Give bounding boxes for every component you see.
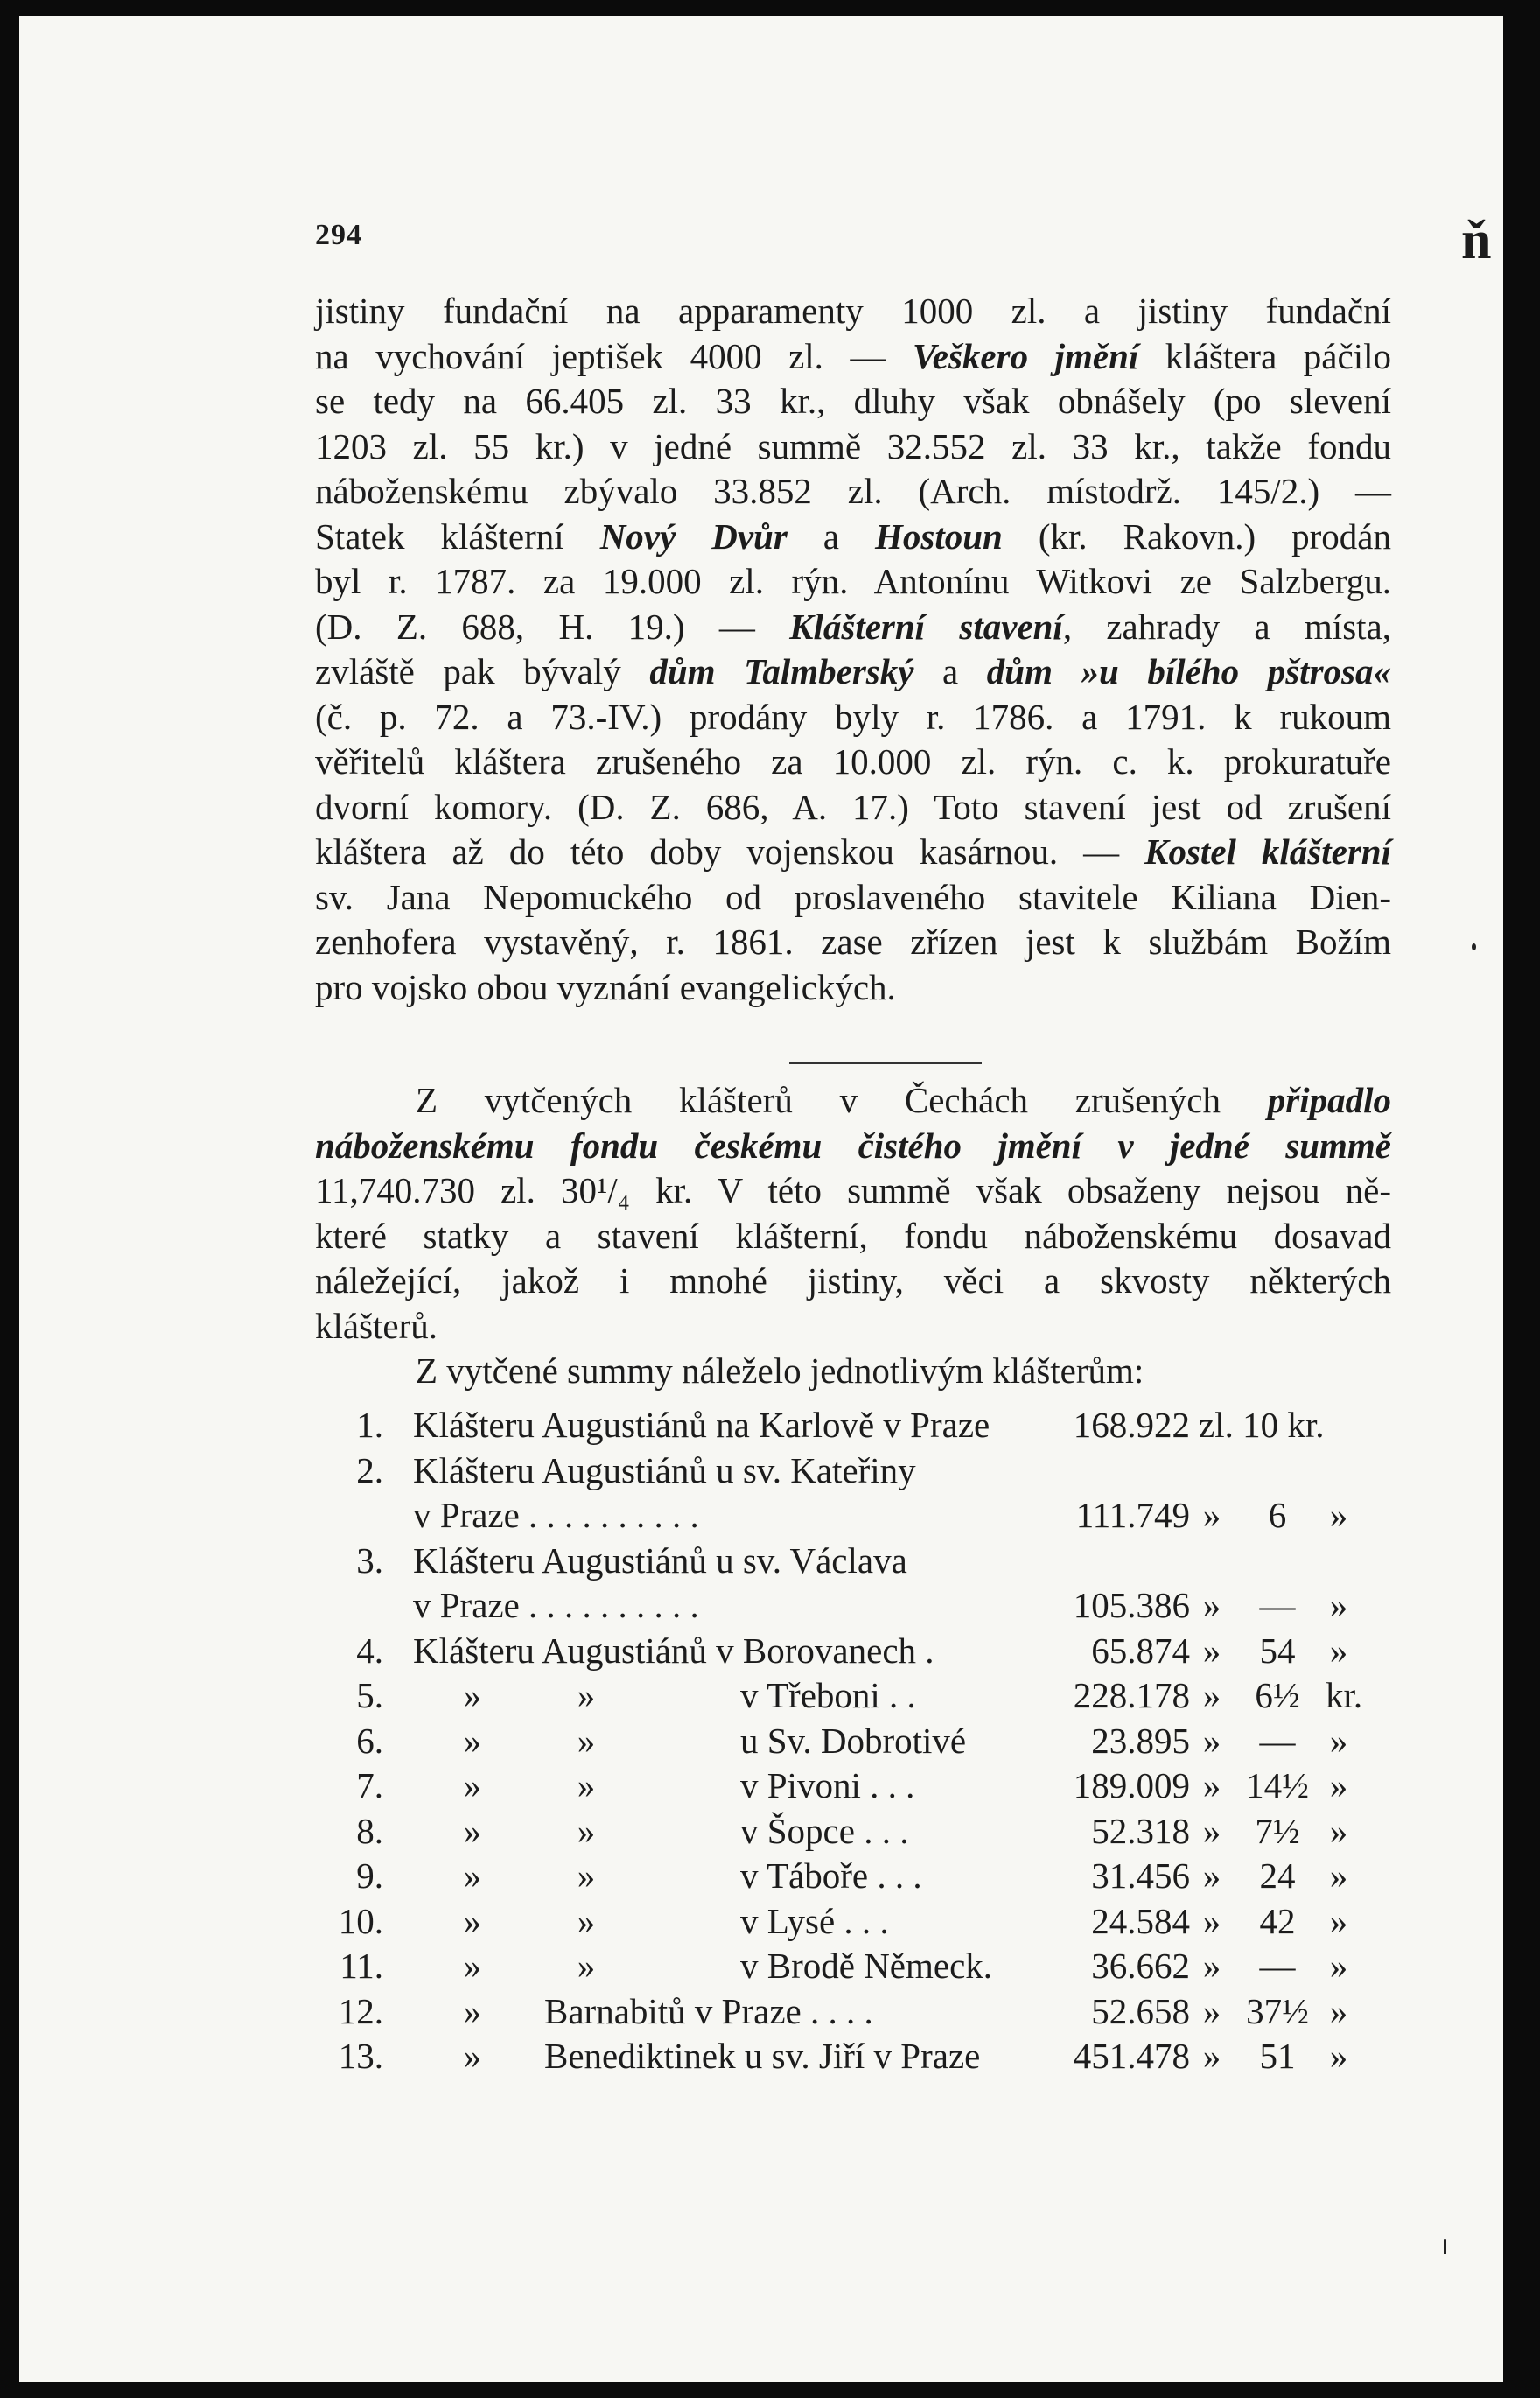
amount-zl: 451.478: [1073, 2036, 1190, 2076]
ditto-mark: »: [577, 1765, 596, 1806]
row-number: 8.: [356, 1810, 383, 1851]
text-line: náležející, jakož i mnohé jistiny, věci a skvosty některých: [315, 1260, 1391, 1301]
monastery-place: v Třeboni . .: [740, 1675, 916, 1715]
table-row: [315, 1539, 1409, 1585]
text-line: náboženskému zbývalo 33.852 zl. (Arch. místodrž. 145/2.) —: [315, 471, 1391, 511]
table-row: [315, 1764, 1409, 1810]
table-row: [315, 1494, 1409, 1539]
ditto-mark: »: [463, 1990, 482, 2031]
amount-zl: 24.584: [1091, 1900, 1190, 1941]
row-number: 9.: [356, 1855, 383, 1896]
amount-zl: 111.749: [1075, 1495, 1190, 1535]
ditto-mark: »: [1329, 1990, 1348, 2031]
ditto-mark: »: [1329, 1855, 1348, 1896]
amount-zl: 105.386: [1073, 1585, 1190, 1625]
ditto-mark: »: [1329, 1495, 1348, 1535]
monastery-name: Barnabitů v Praze . . . .: [544, 1990, 873, 2031]
table-row: [315, 1855, 1409, 1900]
text-line: dvorní komory. (D. Z. 686, A. 17.) Toto stavení jest od zrušení: [315, 786, 1391, 827]
text-line: kláštera až do této doby vojenskou kasárnou. — Kostel klášterní: [315, 831, 1391, 872]
table-row: [315, 2035, 1409, 2080]
ditto-mark: »: [1202, 2036, 1222, 2076]
text-line: věřitelů kláštera zrušeného za 10.000 zl. rýn. c. k. prokuratuře: [315, 741, 1391, 782]
ditto-mark: »: [577, 1675, 596, 1715]
page-number: 294: [315, 219, 362, 251]
text-line: 1203 zl. 55 kr.) v jedné summě 32.552 zl. 33 kr., takže fondu: [315, 425, 1391, 466]
amount-zl: 31.456: [1091, 1855, 1190, 1896]
text-line: pro vojsko obou vyznání evangelických.: [315, 966, 896, 1007]
amount-kr: zl. 10 kr.: [1199, 1405, 1325, 1445]
ditto-mark: »: [577, 1900, 596, 1941]
amount-kr: 7½: [1255, 1810, 1300, 1851]
text-line: se tedy na 66.405 zl. 33 kr., dluhy však obnášely (po slevení: [315, 381, 1391, 421]
text-line: jistiny fundační na apparamenty 1000 zl. a jistiny fundační: [315, 291, 1391, 331]
paragraph-2: [315, 1078, 1391, 1394]
ditto-mark: »: [577, 1946, 596, 1986]
ditto-mark: »: [1202, 1990, 1222, 2031]
text-line: klášterů.: [315, 1305, 438, 1346]
table-row: [315, 1810, 1409, 1855]
amount-kr: 6½: [1255, 1675, 1300, 1715]
text-line: (D. Z. 688, H. 19.) — Klášterní stavení, zahrady a místa,: [315, 606, 1391, 647]
ditto-mark: »: [463, 1765, 482, 1806]
ditto-mark: »: [463, 1720, 482, 1761]
text-line: 11,740.730 zl. 30¹/₄ kr. V této summě však obsaženy nejsou ně-: [315, 1170, 1391, 1210]
ditto-mark: »: [463, 2036, 482, 2076]
ditto-mark: »: [1329, 1810, 1348, 1851]
page-speck: [1472, 943, 1476, 950]
table-row: [315, 1720, 1409, 1765]
monastery-place: v Lysé . . .: [740, 1900, 889, 1941]
text-line: Z vytčených klášterů v Čechách zrušených připadlo: [416, 1080, 1391, 1120]
ditto-mark: »: [1202, 1900, 1222, 1941]
row-number: 10.: [338, 1900, 383, 1941]
ditto-mark: »: [463, 1675, 482, 1715]
text-line: na vychování jeptišek 4000 zl. — Veškero jmění kláštera páčilo: [315, 335, 1391, 376]
ditto-mark: »: [1202, 1810, 1222, 1851]
row-number: 5.: [356, 1675, 383, 1715]
row-number: 2.: [356, 1449, 383, 1490]
monastery-table: [315, 1404, 1409, 2080]
monastery-name: Klášteru Augustiánů u sv. Kateřiny: [413, 1449, 916, 1490]
paragraph-1: [315, 289, 1391, 1010]
monastery-place: u Sv. Dobrotivé: [740, 1720, 967, 1761]
amount-kr: 54: [1259, 1630, 1296, 1671]
row-number: 4.: [356, 1630, 383, 1671]
table-row: [315, 1674, 1409, 1720]
amount-kr: 42: [1259, 1900, 1296, 1941]
kr-unit: kr.: [1326, 1675, 1363, 1715]
ditto-mark: »: [1329, 1765, 1348, 1806]
page-speck: [1444, 2239, 1446, 2254]
monastery-name: Benediktinek u sv. Jiří v Praze: [544, 2036, 981, 2076]
amount-zl: 189.009: [1073, 1765, 1190, 1806]
ditto-mark: »: [1329, 1946, 1348, 1986]
table-row: [315, 1404, 1409, 1449]
row-number: 12.: [338, 1990, 383, 2031]
monastery-name: v Praze . . . . . . . . . .: [413, 1495, 699, 1535]
amount-zl: 23.895: [1091, 1720, 1190, 1761]
amount-kr: 37½: [1246, 1990, 1309, 2031]
ditto-mark: »: [1329, 1900, 1348, 1941]
monastery-name: v Praze . . . . . . . . . .: [413, 1585, 699, 1625]
table-row: [315, 1630, 1409, 1675]
table-row: [315, 1900, 1409, 1946]
amount-kr: 24: [1259, 1855, 1296, 1896]
ditto-mark: »: [1329, 2036, 1348, 2076]
text-line: které statky a stavení klášterní, fondu náboženskému dosavad: [315, 1215, 1391, 1256]
text-line: Statek klášterní Nový Dvůr a Hostoun (kr. Rakovn.) prodán: [315, 515, 1391, 557]
monastery-name: Klášteru Augustiánů na Karlově v Praze: [413, 1405, 990, 1445]
ditto-mark: »: [1329, 1720, 1348, 1761]
ditto-mark: »: [1202, 1495, 1222, 1535]
ditto-mark: »: [577, 1720, 596, 1761]
book-page: [19, 16, 1503, 2382]
ditto-mark: »: [1202, 1765, 1222, 1806]
ditto-mark: »: [1329, 1585, 1348, 1625]
ditto-mark: »: [1329, 1630, 1348, 1671]
ditto-mark: »: [463, 1810, 482, 1851]
monastery-place: v Táboře . . .: [740, 1855, 922, 1896]
amount-zl: 228.178: [1073, 1675, 1190, 1715]
text-line: náboženskému fondu českému čistého jmění v jedné summě: [315, 1125, 1391, 1166]
amount-kr: 14½: [1246, 1765, 1309, 1806]
amount-zl: 65.874: [1091, 1630, 1190, 1671]
amount-zl: 168.922: [1073, 1405, 1190, 1445]
table-row: [315, 1990, 1409, 2036]
amount-zl: 36.662: [1091, 1946, 1190, 1986]
monastery-name: Klášteru Augustiánů u sv. Václava: [413, 1539, 907, 1581]
row-number: 11.: [340, 1946, 383, 1986]
row-number: 3.: [356, 1539, 383, 1581]
text-line: Z vytčené summy náleželo jednotlivým klášterům:: [416, 1350, 1144, 1391]
row-number: 7.: [356, 1765, 383, 1806]
amount-kr: —: [1259, 1720, 1296, 1761]
row-number: 13.: [338, 2036, 383, 2076]
ditto-mark: »: [1202, 1585, 1222, 1625]
text-line: zvláště pak bývalý dům Talmberský a dům »u bílého pštrosa«: [315, 651, 1391, 691]
monastery-place: v Šopce . . .: [740, 1810, 909, 1851]
amount-zl: 52.658: [1091, 1990, 1190, 2031]
ditto-mark: »: [1202, 1630, 1222, 1671]
section-divider: [789, 1062, 982, 1064]
ditto-mark: »: [463, 1900, 482, 1941]
ditto-mark: »: [1202, 1720, 1222, 1761]
monastery-place: v Pivoni . . .: [740, 1765, 915, 1806]
margin-mark: ň: [1461, 211, 1492, 270]
table-row: [315, 1945, 1409, 1990]
amount-kr: 51: [1259, 2036, 1296, 2076]
ditto-mark: »: [577, 1810, 596, 1851]
table-row: [315, 1584, 1409, 1630]
row-number: 1.: [356, 1405, 383, 1445]
ditto-mark: »: [1202, 1946, 1222, 1986]
table-row: [315, 1449, 1409, 1495]
text-line: (č. p. 72. a 73.-IV.) prodány byly r. 1786. a 1791. k rukoum: [315, 696, 1391, 737]
ditto-mark: »: [463, 1855, 482, 1896]
amount-kr: —: [1259, 1585, 1296, 1625]
text-line: sv. Jana Nepomuckého od proslaveného stavitele Kiliana Dien-: [315, 876, 1391, 917]
ditto-mark: »: [577, 1855, 596, 1896]
amount-zl: 52.318: [1091, 1810, 1190, 1851]
ditto-mark: »: [1202, 1855, 1222, 1896]
ditto-mark: »: [463, 1946, 482, 1986]
monastery-name: Klášteru Augustiánů v Borovanech .: [413, 1630, 934, 1671]
row-number: 6.: [356, 1720, 383, 1761]
ditto-mark: »: [1202, 1675, 1222, 1715]
text-line: byl r. 1787. za 19.000 zl. rýn. Antonínu Witkovi ze Salzbergu.: [315, 561, 1391, 601]
amount-kr: —: [1259, 1946, 1296, 1986]
monastery-place: v Brodě Německ.: [740, 1946, 993, 1986]
text-line: zenhofera vystavěný, r. 1861. zase zřízen jest k službám Božím: [315, 922, 1391, 962]
amount-kr: 6: [1268, 1495, 1287, 1535]
